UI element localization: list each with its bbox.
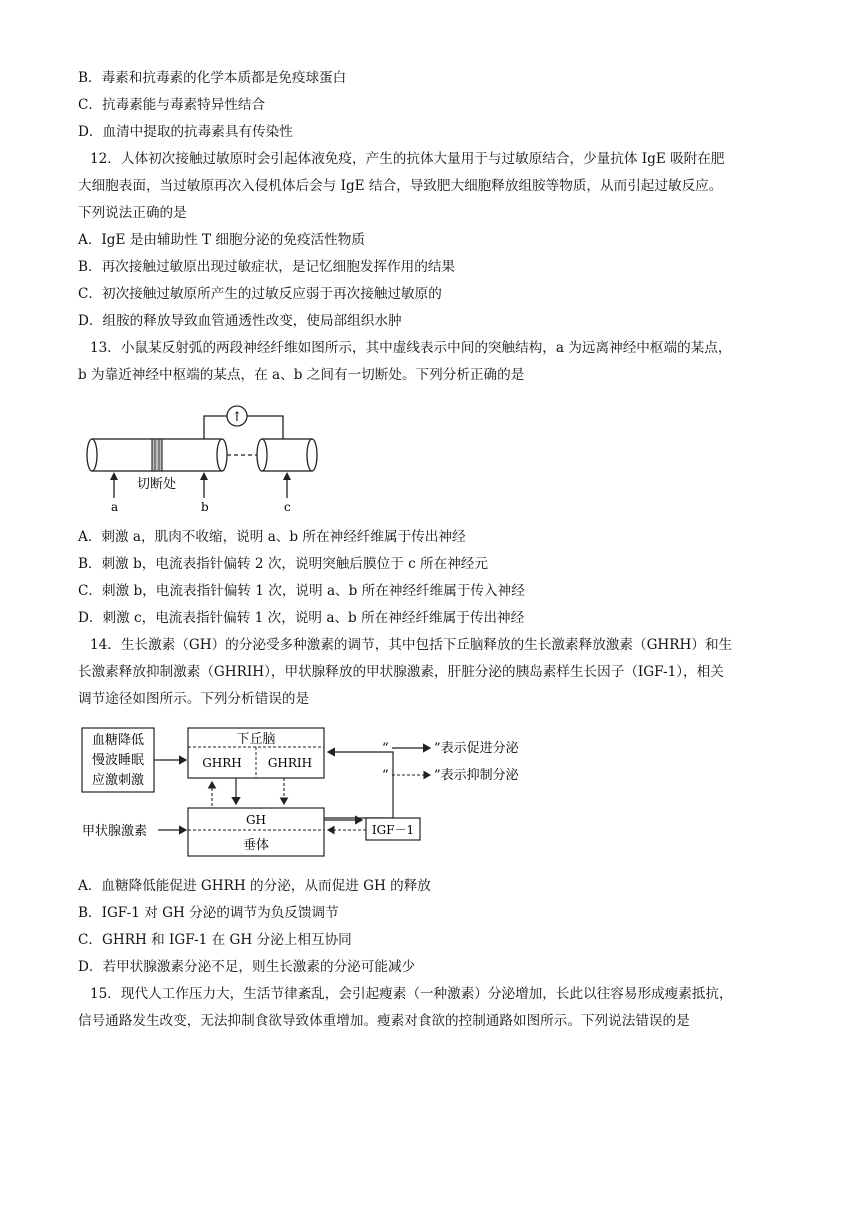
q13-option-a: A．刺激 a，肌肉不收缩，说明 a、b 所在神经纤维属于传出神经 <box>78 529 466 545</box>
q12-stem-line-1: 12．人体初次接触过敏原时会引起体液免疫，产生的抗体大量用于与过敏原结合，少量抗体 IgE 吸附在肥 <box>90 151 725 167</box>
q13-option-d: D．刺激 c，电流表指针偏转 1 次，说明 a、b 所在神经纤维属于传出神经 <box>78 610 525 626</box>
galvanometer-pointer: ↑ <box>231 410 243 425</box>
q13-option-b: B．刺激 b，电流表指针偏转 2 次，说明突触后膜位于 c 所在神经元 <box>78 556 488 572</box>
q14-stem-line-2: 长激素释放抑制激素（GHRIH），甲状腺释放的甲状腺激素，肝脏分泌的胰岛素样生长因子（IGF-1），相关 <box>78 664 724 680</box>
q11-option-d: D．血清中提取的抗毒素具有传染性 <box>78 124 293 140</box>
gh-regulation-figure <box>80 722 570 862</box>
point-c-label: c <box>284 500 291 514</box>
q12-stem-line-3: 下列说法正确的是 <box>78 205 187 221</box>
cut-site-band <box>152 439 162 471</box>
q14-option-d: D．若甲状腺激素分泌不足，则生长激素的分泌可能减少 <box>78 959 416 975</box>
ghrih-label: GHRIH <box>267 756 313 770</box>
q14-stem-line-1: 14．生长激素（GH）的分泌受多种激素的调节，其中包括下丘脑释放的生长激素释放激素（GHRH）和生 <box>90 637 733 653</box>
q12-option-c: C．初次接触过敏原所产生的过敏反应弱于再次接触过敏原的 <box>78 286 442 302</box>
ghrh-label: GHRH <box>202 756 242 770</box>
q11-option-b: B．毒素和抗毒素的化学本质都是免疫球蛋白 <box>78 70 347 86</box>
left-fiber-end <box>87 439 97 471</box>
legend-inhibit-text: ”表示抑制分泌 <box>434 768 519 783</box>
stimulus-stress: 应激刺激 <box>91 773 145 788</box>
point-a-label: a <box>111 500 119 514</box>
gh-label: GH <box>245 813 267 827</box>
q12-stem-line-2: 大细胞表面，当过敏原再次入侵机体后会与 IgE 结合，导致肥大细胞释放组胺等物质，从而引起过敏反应。 <box>78 178 723 194</box>
q13-stem-line-1: 13．小鼠某反射弧的两段神经纤维如图所示，其中虚线表示中间的突触结构，a 为远离神经中枢端的某点， <box>90 340 732 356</box>
right-fiber-end-2 <box>307 439 317 471</box>
stimulus-slow-wave-sleep: 慢波睡眠 <box>91 753 145 768</box>
hypothalamus-label: 下丘脑 <box>236 732 276 747</box>
legend-promote-open-quote: “ <box>382 741 389 756</box>
thyroid-hormone-label: 甲状腺激素 <box>82 824 148 839</box>
igf1-to-hypothalamus-arrow <box>328 752 393 818</box>
q15-stem-line-1: 15．现代人工作压力大，生活节律紊乱，会引起瘦素（一种激素）分泌增加，长此以往容易形成瘦素抵抗， <box>90 986 733 1002</box>
q13-option-c: C．刺激 b，电流表指针偏转 1 次，说明 a、b 所在神经纤维属于传入神经 <box>78 583 525 599</box>
q14-option-b: B．IGF-1 对 GH 分泌的调节为负反馈调节 <box>78 905 339 921</box>
meter-wire-right <box>247 416 283 439</box>
q11-option-c: C．抗毒素能与毒素特异性结合 <box>78 97 266 113</box>
stimulus-low-glucose: 血糖降低 <box>91 733 145 748</box>
meter-wire-left <box>204 416 227 439</box>
point-b-label: b <box>201 500 209 514</box>
left-fiber-end-2 <box>217 439 227 471</box>
q12-option-d: D．组胺的释放导致血管通透性改变，使局部组织水肿 <box>78 313 402 329</box>
legend-inhibit-open-quote: “ <box>382 768 389 783</box>
q14-option-a: A．血糖降低能促进 GHRH 的分泌，从而促进 GH 的释放 <box>78 878 431 894</box>
q12-option-a: A．IgE 是由辅助性 T 细胞分泌的免疫活性物质 <box>78 232 365 248</box>
nerve-fiber-figure <box>80 398 330 520</box>
q15-stem-line-2: 信号通路发生改变，无法抑制食欲导致体重增加。瘦素对食欲的控制通路如图所示。下列说法错误的是 <box>78 1013 690 1029</box>
right-nerve-fiber <box>262 439 312 471</box>
pituitary-label: 垂体 <box>242 838 270 853</box>
q13-stem-line-2: b 为靠近神经中枢端的某点，在 a、b 之间有一切断处。下列分析正确的是 <box>78 367 525 383</box>
q14-option-c: C．GHRH 和 IGF-1 在 GH 分泌上相互协同 <box>78 932 352 948</box>
q12-option-b: B．再次接触过敏原出现过敏症状，是记忆细胞发挥作用的结果 <box>78 259 456 275</box>
cut-site-label: 切断处 <box>137 477 177 492</box>
right-fiber-end <box>257 439 267 471</box>
legend-promote-text: ”表示促进分泌 <box>434 741 519 756</box>
igf1-label: IGF－1 <box>371 823 415 837</box>
q14-stem-line-3: 调节途径如图所示。下列分析错误的是 <box>78 691 310 707</box>
